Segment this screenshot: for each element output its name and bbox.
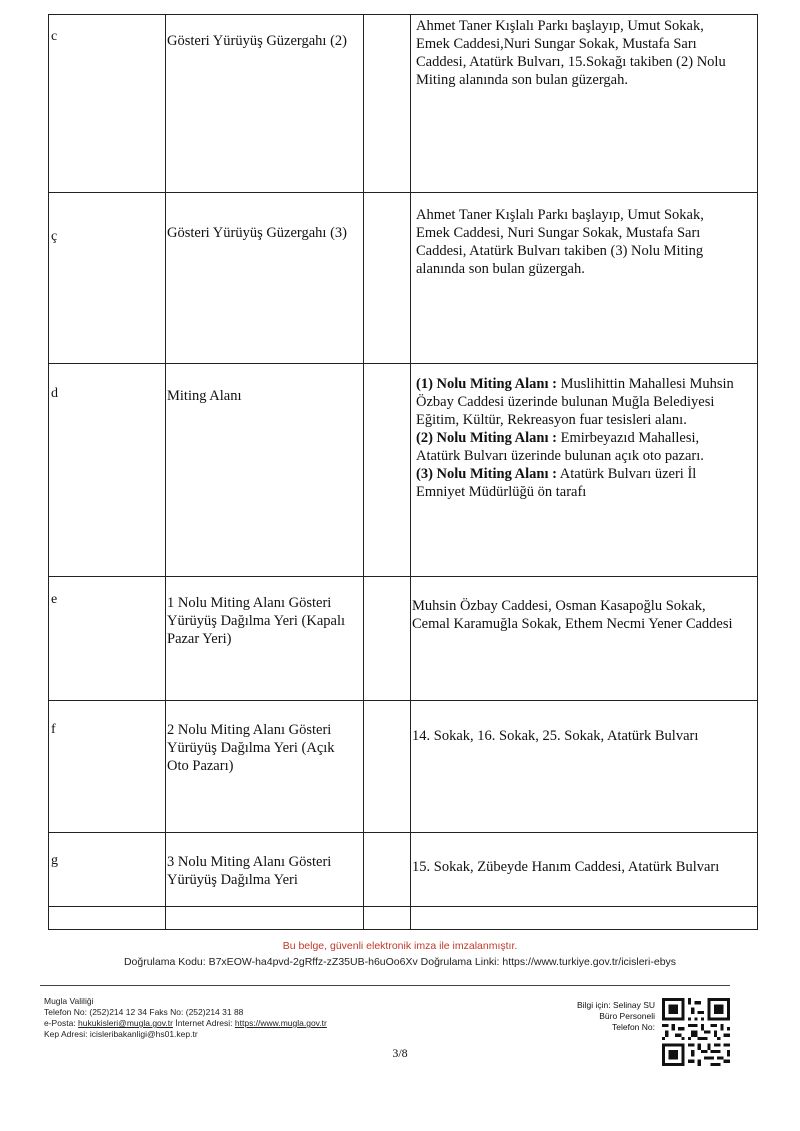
row-label: 2 Nolu Miting Alanı Gösteri Yürüyüş Dağılma Yeri (Açık Oto Pazarı) <box>167 722 335 774</box>
col-divider <box>165 14 166 930</box>
row-divider <box>48 192 758 193</box>
footer-rule <box>40 985 730 986</box>
email-link[interactable]: hukukisleri@mugla.gov.tr <box>78 1018 173 1028</box>
col-divider <box>48 14 49 930</box>
contact-info: Bilgi için: Selinay SU Büro Personeli Telefon No: <box>577 1000 655 1032</box>
row-divider <box>48 576 758 577</box>
row-value: Ahmet Taner Kışlalı Parkı başlayıp, Umut Sokak, Emek Caddesi, Nuri Sungar Sokak, Mustafa Sarı Caddesi, Atatürk Bulvarı takiben (3) Nolu Miting alanında son bulan güzergah. <box>416 207 704 277</box>
row-label: Miting Alanı <box>167 388 242 404</box>
row-label: Gösteri Yürüyüş Güzergahı (2) <box>167 33 347 49</box>
table-border-bottom <box>48 929 758 930</box>
table <box>48 14 758 930</box>
table-border-top <box>48 14 758 15</box>
e-signature-notice: Bu belge, güvenli elektronik imza ile imzalanmıştır. <box>282 940 518 952</box>
row-divider <box>48 700 758 701</box>
row-value: Muhsin Özbay Caddesi, Osman Kasapoğlu Sokak, Cemal Karamuğla Sokak, Ethem Necmi Yener Caddesi <box>412 598 733 632</box>
verification-code: B7xEOW-ha4pvd-2gRffz-zZ35UB-h6uOo6Xv <box>208 956 418 968</box>
row-code: ç <box>51 229 58 244</box>
verification-line: Doğrulama Kodu: B7xEOW-ha4pvd-2gRffz-zZ35UB-h6uOo6Xv Doğrulama Linki: https://www.turkiye.gov.tr/icisleri-ebys <box>123 956 677 968</box>
row-value: 15. Sokak, Zübeyde Hanım Caddesi, Atatürk Bulvarı <box>412 859 720 875</box>
row-code: f <box>51 722 56 737</box>
col-divider <box>363 14 364 930</box>
col-divider <box>410 14 411 930</box>
row-label: Gösteri Yürüyüş Güzergahı (3) <box>167 225 347 241</box>
row-code: c <box>51 29 58 44</box>
row-divider <box>48 832 758 833</box>
col-divider <box>757 14 758 930</box>
row-code: d <box>51 386 58 401</box>
website-link[interactable]: https://www.mugla.gov.tr <box>234 1018 327 1028</box>
footer-org: Mugla Valiliği <box>44 996 94 1006</box>
row-value: 14. Sokak, 16. Sokak, 25. Sokak, Atatürk Bulvarı <box>412 728 699 744</box>
miting-area-3: (3) Nolu Miting Alanı : Atatürk Bulvarı üzeri İl Emniyet Müdürlüğü ön tarafı <box>416 466 697 500</box>
miting-area-2: (2) Nolu Miting Alanı : Emirbeyazıd Mahallesi, Atatürk Bulvarı üzerinde bulunan açık oto pazarı. <box>416 430 704 464</box>
row-code: e <box>51 592 58 607</box>
row-label: 3 Nolu Miting Alanı Gösteri Yürüyüş Dağılma Yeri <box>167 854 332 888</box>
footer-kep: Kep Adresi: icisleribakanligi@hs01.kep.tr <box>44 1029 198 1039</box>
row-value: Ahmet Taner Kışlalı Parkı başlayıp, Umut Sokak, Emek Caddesi,Nuri Sungar Sokak, Mustafa Sarı Caddesi, Atatürk Bulvarı, 15.Sokağı takiben (2) Nolu Miting alanında son bulan güzergah. <box>416 18 726 88</box>
row-divider <box>48 906 758 907</box>
miting-area-1: (1) Nolu Miting Alanı : Muslihittin Mahallesi Muhsin Özbay Caddesi üzerinde bulunan Muğla Belediyesi Eğitim, Kültür, Rekreasyon fuar tesisleri alanı. <box>416 376 734 428</box>
row-divider <box>48 363 758 364</box>
footer-contact-line: e-Posta: hukukisleri@mugla.gov.tr İnternet Adresi: https://www.mugla.gov.tr <box>44 1018 327 1028</box>
row-code: g <box>51 853 58 868</box>
row-label: 1 Nolu Miting Alanı Gösteri Yürüyüş Dağılma Yeri (Kapalı Pazar Yeri) <box>167 595 346 647</box>
page-number: 3/8 <box>392 1046 408 1060</box>
footer-phone: Telefon No: (252)214 12 34 Faks No: (252)214 31 88 <box>44 1007 244 1017</box>
verification-link[interactable]: https://www.turkiye.gov.tr/icisleri-ebys <box>502 956 677 968</box>
row-value <box>416 375 738 501</box>
qr-code-icon <box>662 998 730 1066</box>
footer-address <box>44 996 327 1040</box>
